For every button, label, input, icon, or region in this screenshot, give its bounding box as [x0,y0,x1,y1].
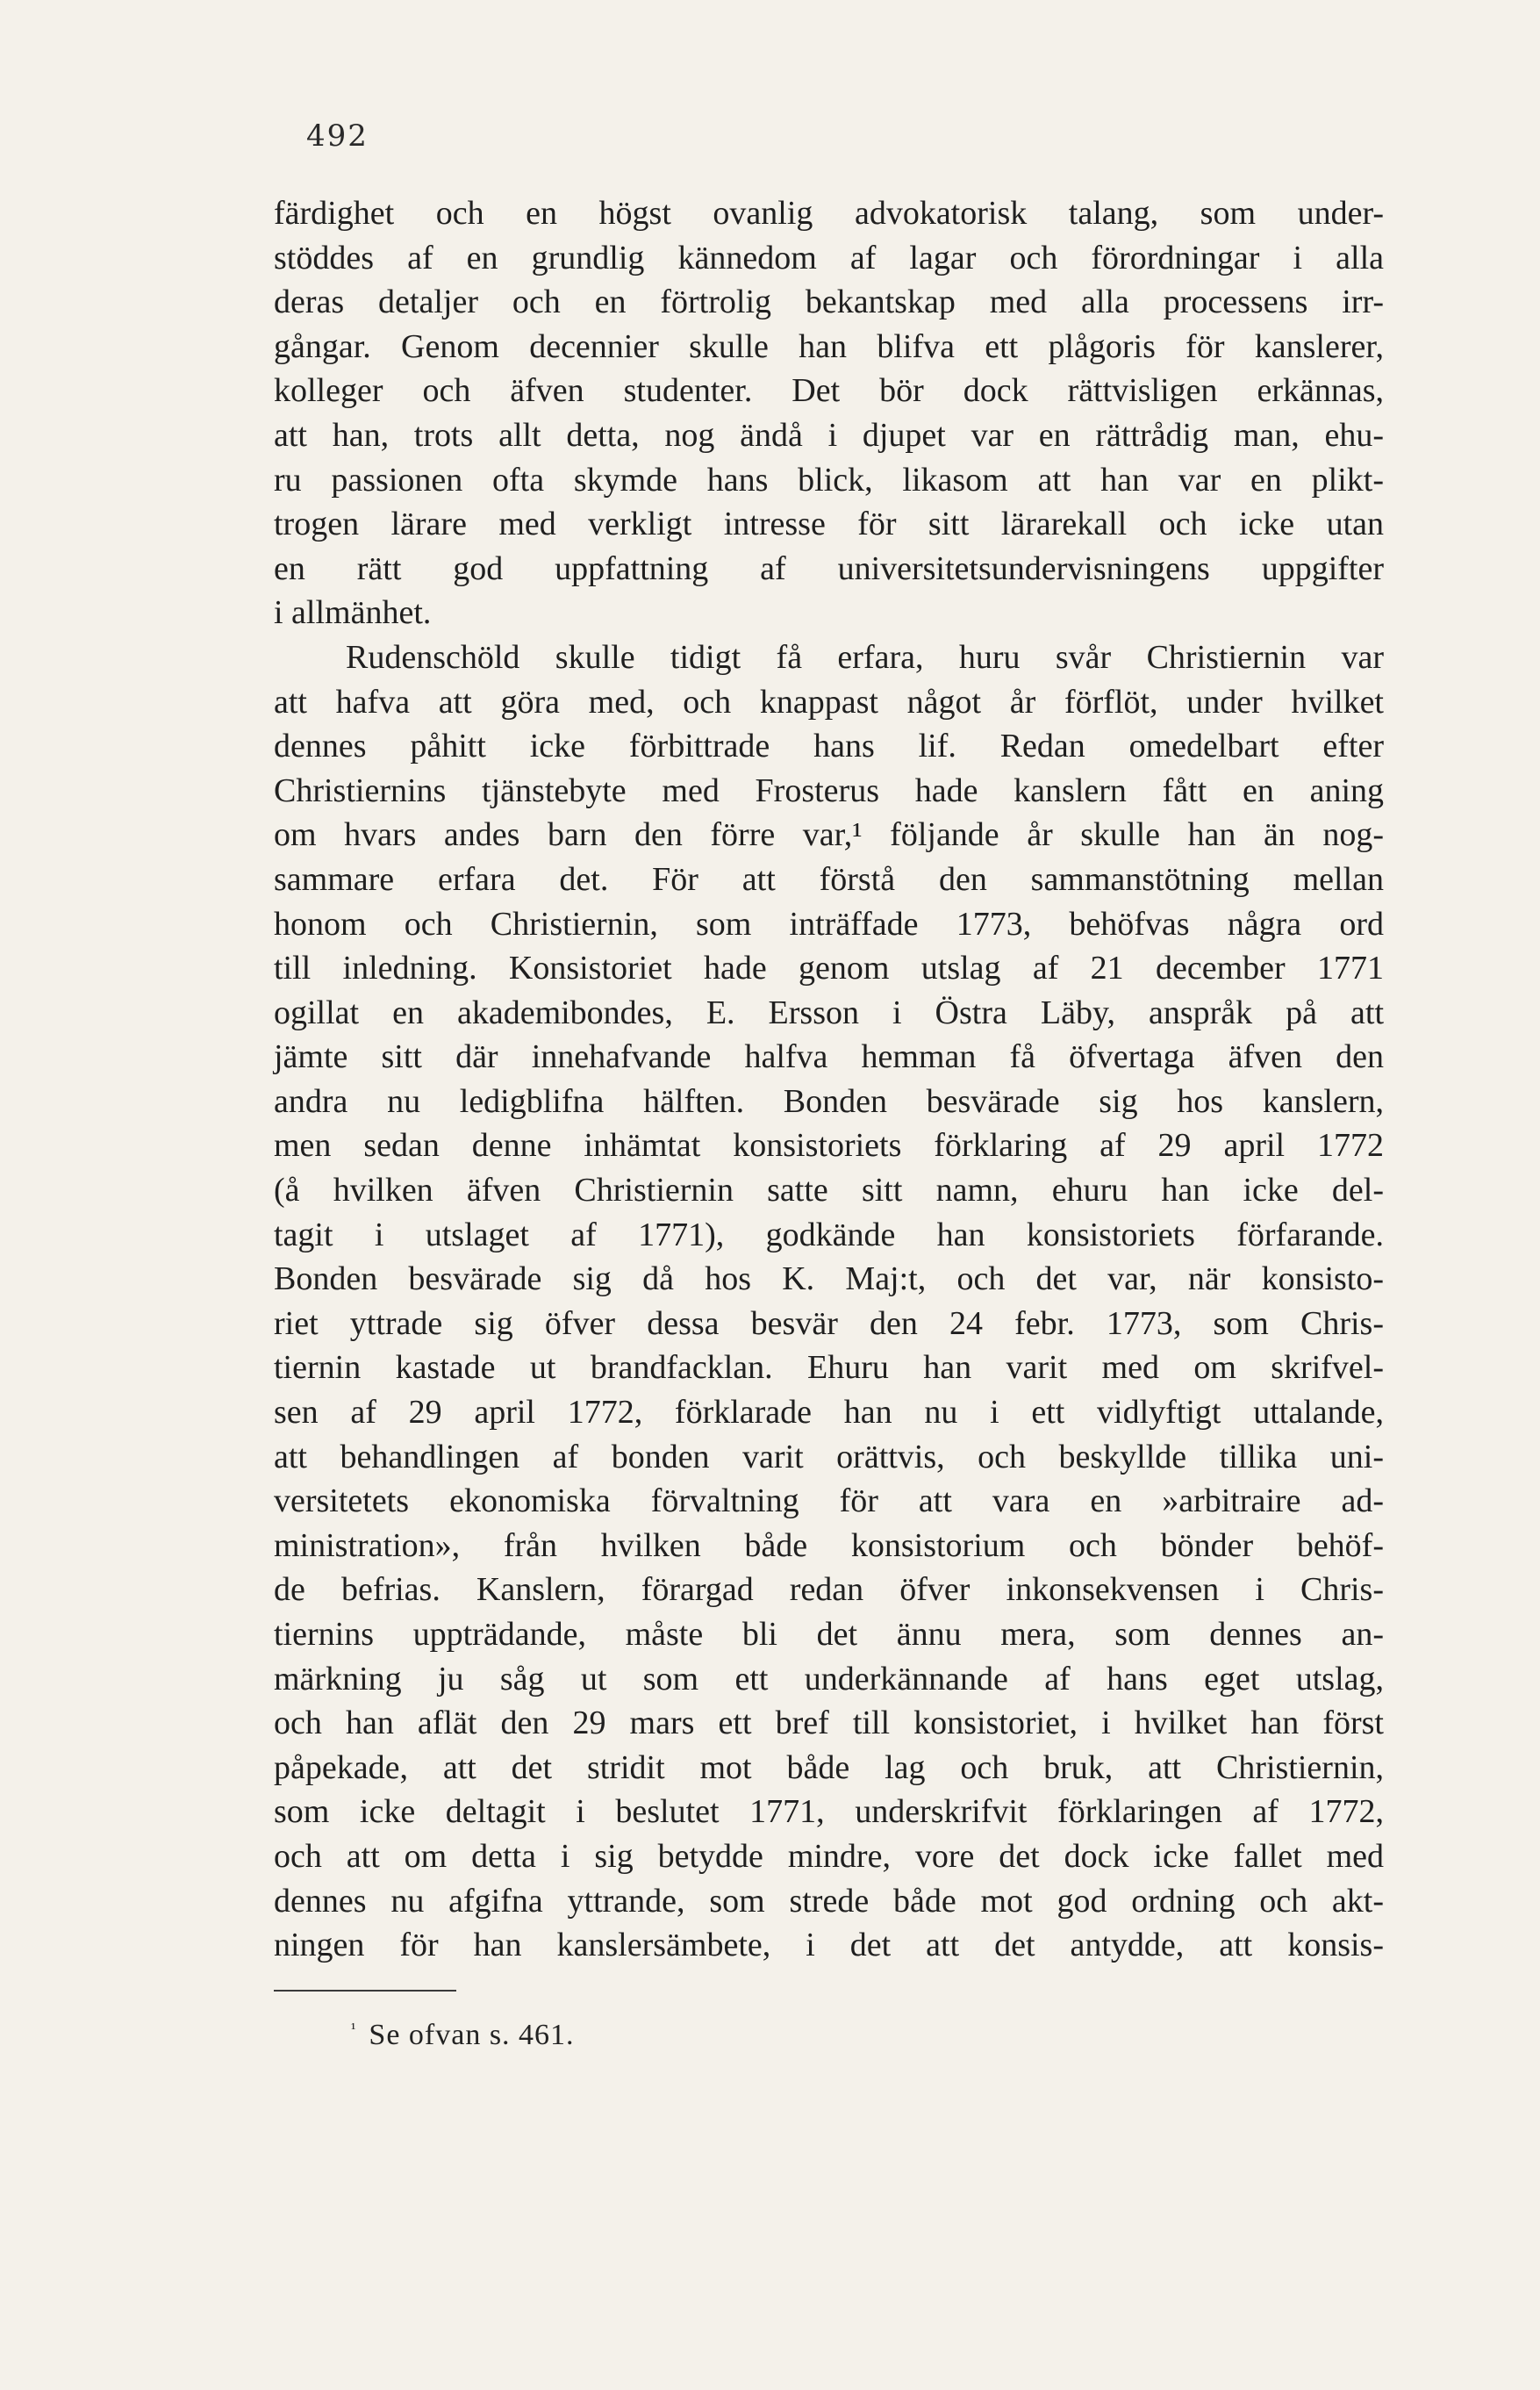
text-line: sammare erfara det. För att förstå den sammanstötning mellan [274,860,1384,898]
text-line: och han aflät den 29 mars ett bref till konsistoriet, i hvilket han först [274,1705,1384,1742]
text-line: trogen lärare med verkligt intresse för sitt lärarekall och icke utan [274,506,1384,543]
text-line: att hafva att göra med, och knappast något år förflöt, under hvilket [274,683,1384,721]
text-line: Bonden besvärade sig då hos K. Maj:t, och det var, när konsisto- [274,1260,1384,1298]
text-line: andra nu ledigblifna hälften. Bonden besvärade sig hos kanslern, [274,1082,1384,1120]
footnote-divider [274,1990,456,1992]
text-line: jämte sitt där innehafvande halfva hemman få öfvertaga äfven den [274,1038,1384,1076]
text-line: påpekade, att det stridit mot både lag och bruk, att Christiernin, [274,1748,1384,1786]
text-line: stöddes af en grundlig kännedom af lagar och förordningar i alla [274,239,1384,276]
text-line: tagit i utslaget af 1771), godkände han konsistoriets förfarande. [274,1216,1384,1253]
text-line: (å hvilken äfven Christiernin satte sitt namn, ehuru han icke del- [274,1172,1384,1209]
text-line: att behandlingen af bonden varit orättvis, och beskyllde tillika uni- [274,1438,1384,1475]
footnote-text: Se ofvan s. 461. [369,2019,575,2051]
text-line: färdighet och en högst ovanlig advokatorisk talang, som under- [274,195,1384,232]
text-line: och att om detta i sig betydde mindre, vore det dock icke fallet med [274,1837,1384,1875]
text-line: sen af 29 april 1772, förklarade han nu i ett vidlyftigt uttalande, [274,1394,1384,1432]
text-line: deras detaljer och en förtrolig bekantskap med alla processens irr- [274,283,1384,321]
footnote-marker: ¹ [351,2020,357,2037]
footnote [351,2019,575,2052]
text-line: om hvars andes barn den förre var,¹ följande år skulle han än nog- [274,816,1384,854]
text-line: ru passionen ofta skymde hans blick, likasom att han var en plikt- [274,461,1384,499]
text-line: tiernin kastade ut brandfacklan. Ehuru han varit med om skrifvel- [274,1349,1384,1387]
page-number: 492 [306,118,369,154]
text-line: gångar. Genom decennier skulle han blifva ett plågoris för kanslerer, [274,327,1384,365]
body-text [274,191,1384,1968]
text-line: ningen för han kanslersämbete, i det att det antydde, att konsis- [274,1927,1384,1964]
text-line: Christiernins tjänstebyte med Frosterus hade kanslern fått en aning [274,772,1384,809]
text-line: dennes nu afgifna yttrande, som strede både mot god ordning och akt- [274,1882,1384,1920]
text-line: en rätt god uppfattning af universitetsundervisningens uppgifter [274,549,1384,587]
text-line: till inledning. Konsistoriet hade genom utslag af 21 december 1771 [274,950,1384,987]
text-line: honom och Christiernin, som inträffade 1773, behöfvas några ord [274,905,1384,943]
text-line: märkning ju såg ut som ett underkännande af hans eget utslag, [274,1660,1384,1697]
text-line: tiernins uppträdande, måste bli det ännu mera, som dennes an- [274,1616,1384,1653]
text-line: i allmänhet. [274,594,432,632]
text-line: ogillat en akademibondes, E. Ersson i Östra Läby, anspråk på att [274,994,1384,1031]
text-line: de befrias. Kanslern, förargad redan öfver inkonsekvensen i Chris- [274,1571,1384,1609]
text-line: riet yttrade sig öfver dessa besvär den 24 febr. 1773, som Chris- [274,1304,1384,1342]
text-line: som icke deltagit i beslutet 1771, underskrifvit förklaringen af 1772, [274,1793,1384,1831]
paragraph-start-line: Rudenschöld skulle tidigt få erfara, huru svår Christiernin var [346,638,1384,676]
text-line: versitetets ekonomiska förvaltning för att vara en »arbitraire ad- [274,1482,1384,1520]
text-line: att han, trots allt detta, nog ändå i djupet var en rättrådig man, ehu- [274,416,1384,454]
text-line: ministration», från hvilken både konsistorium och bönder behöf- [274,1526,1384,1564]
text-line: men sedan denne inhämtat konsistoriets förklaring af 29 april 1772 [274,1127,1384,1165]
text-line: kolleger och äfven studenter. Det bör dock rättvisligen erkännas, [274,372,1384,410]
text-line: dennes påhitt icke förbittrade hans lif. Redan omedelbart efter [274,728,1384,765]
